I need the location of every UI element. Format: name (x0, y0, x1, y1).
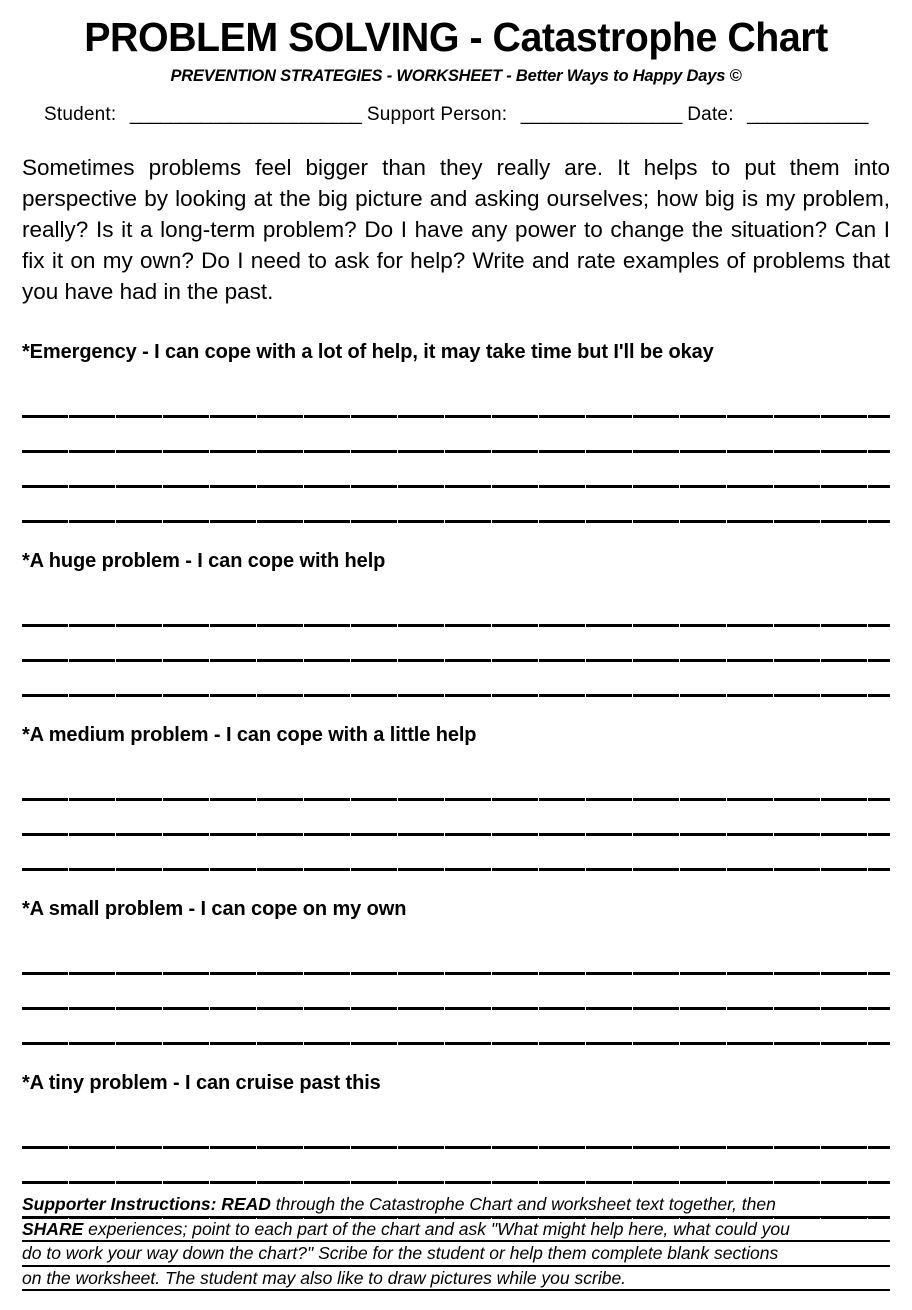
write-line[interactable] (22, 1113, 890, 1148)
write-line[interactable] (22, 835, 890, 870)
section-heading-tiny-problem: *A tiny problem - I can cruise past this (22, 1072, 381, 1095)
write-lines-medium-problem (22, 765, 890, 870)
student-input-blank[interactable]: _______________________ (129, 104, 362, 126)
page-title: PROBLEM SOLVING - Catastrophe Chart (84, 14, 828, 60)
section-heading-emergency: *Emergency - I can cope with a lot of help, it may take time but I'll be okay (22, 341, 714, 364)
supporter-instructions-lead: Supporter Instructions: READ (22, 1194, 271, 1214)
page-subtitle: PREVENTION STRATEGIES - WORKSHEET - Better Ways to Happy Days © (170, 67, 742, 86)
section-heading-huge-problem: *A huge problem - I can cope with help (22, 550, 386, 573)
write-line[interactable] (22, 1009, 890, 1044)
rating-sections (22, 341, 890, 1218)
write-line[interactable] (22, 626, 890, 661)
write-line[interactable] (22, 591, 890, 626)
supporter-instructions-text: experiences; point to each part of the chart and ask "What might help here, what could you (83, 1218, 790, 1239)
write-line[interactable] (22, 765, 890, 800)
write-line[interactable] (22, 974, 890, 1009)
write-lines-emergency (22, 382, 890, 522)
date-input-blank[interactable]: ____________ (747, 104, 868, 126)
write-line[interactable] (22, 452, 890, 487)
write-line[interactable] (22, 382, 890, 417)
worksheet-header (0, 0, 912, 126)
write-line[interactable] (22, 417, 890, 452)
section-huge-problem (22, 550, 890, 696)
supporter-instructions-line-3: do to work your way down the chart?" Scribe for the student or help them complete blank sections (22, 1245, 890, 1267)
write-line[interactable] (22, 800, 890, 835)
supporter-instructions-share-lead: SHARE (22, 1218, 84, 1239)
write-line[interactable] (22, 487, 890, 522)
supporter-instructions (22, 1196, 890, 1294)
section-emergency (22, 341, 890, 522)
write-lines-small-problem (22, 939, 890, 1044)
write-lines-huge-problem (22, 591, 890, 696)
student-label: Student: (44, 104, 117, 126)
supporter-instructions-line-1 (22, 1196, 890, 1218)
write-line[interactable] (22, 939, 890, 974)
supporter-instructions-line-2 (22, 1218, 890, 1243)
section-small-problem (22, 898, 890, 1044)
section-medium-problem (22, 724, 890, 870)
section-heading-small-problem: *A small problem - I can cope on my own (22, 898, 407, 921)
intro-paragraph: Sometimes problems feel bigger than they really are. It helps to put them into perspective by looking at the big picture and asking ourselves; how big is my problem, really? Is it a long-term problem? Do I have any power to change the situation? Can I fix it on my own? Do I need to ask for help? Write and rate examples of problems that you have had in the past. (22, 155, 890, 305)
write-line[interactable] (22, 1148, 890, 1183)
support-person-input-blank[interactable]: ________________ (520, 104, 682, 126)
identification-line (0, 104, 912, 126)
write-line[interactable] (22, 661, 890, 696)
support-person-label: Support Person: (366, 104, 508, 126)
date-label: Date: (687, 104, 734, 126)
supporter-instructions-text: through the Catastrophe Chart and worksheet text together, then (270, 1194, 776, 1214)
section-heading-medium-problem: *A medium problem - I can cope with a little help (22, 724, 477, 747)
supporter-instructions-line-4: on the worksheet. The student may also like to draw pictures while you scribe. (22, 1270, 890, 1292)
